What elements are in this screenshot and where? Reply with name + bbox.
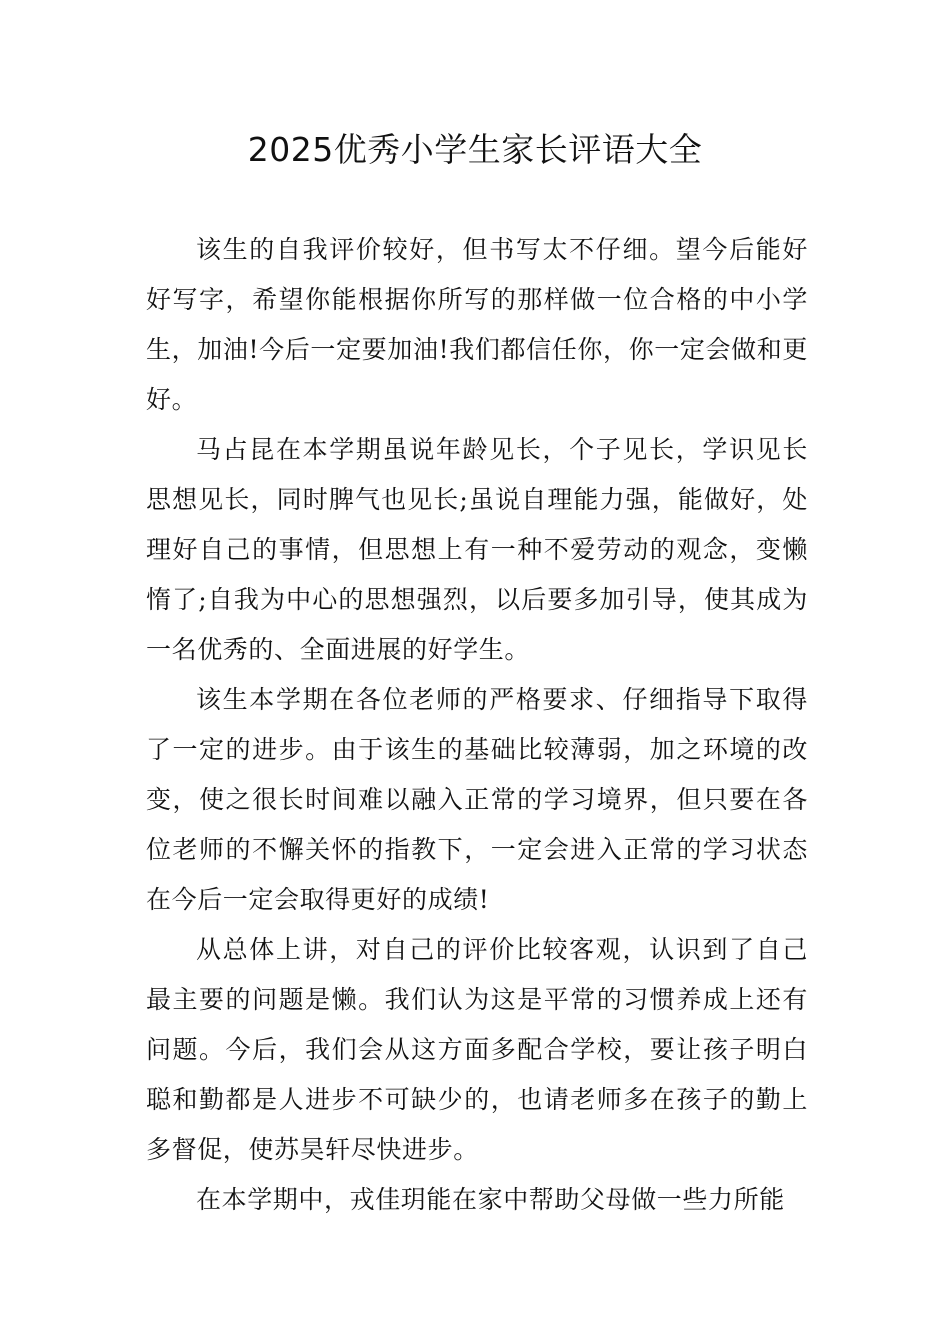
document-body <box>146 225 808 1225</box>
paragraph: 该生的自我评价较好，但书写太不仔细。望今后能好好写字，希望你能根据你所写的那样做一位合格的中小学生，加油!今后一定要加油!我们都信任你，你一定会做和更好。 <box>146 235 808 414</box>
paragraph: 在本学期中，戎佳玥能在家中帮助父母做一些力所能 <box>196 1185 785 1214</box>
paragraph: 从总体上讲，对自己的评价比较客观，认识到了自己最主要的问题是懒。我们认为这是平常的习惯养成上还有问题。今后，我们会从这方面多配合学校，要让孩子明白聪和勤都是人进步不可缺少的，也请老师多在孩子的勤上多督促，使苏昊轩尽快进步。 <box>146 935 808 1164</box>
paragraph: 马占昆在本学期虽说年龄见长，个子见长，学识见长思想见长，同时脾气也见长;虽说自理能力强，能做好，处理好自己的事情，但思想上有一种不爱劳动的观念，变懒惰了;自我为中心的思想强烈，以后要多加引导，使其成为一名优秀的、全面进展的好学生。 <box>146 435 808 664</box>
document-title: 2025优秀小学生家长评语大全 <box>247 130 703 169</box>
paragraph: 该生本学期在各位老师的严格要求、仔细指导下取得了一定的进步。由于该生的基础比较薄弱，加之环境的改变，使之很长时间难以融入正常的学习境界，但只要在各位老师的不懈关怀的指教下，一定会进入正常的学习状态在今后一定会取得更好的成绩! <box>146 685 808 914</box>
